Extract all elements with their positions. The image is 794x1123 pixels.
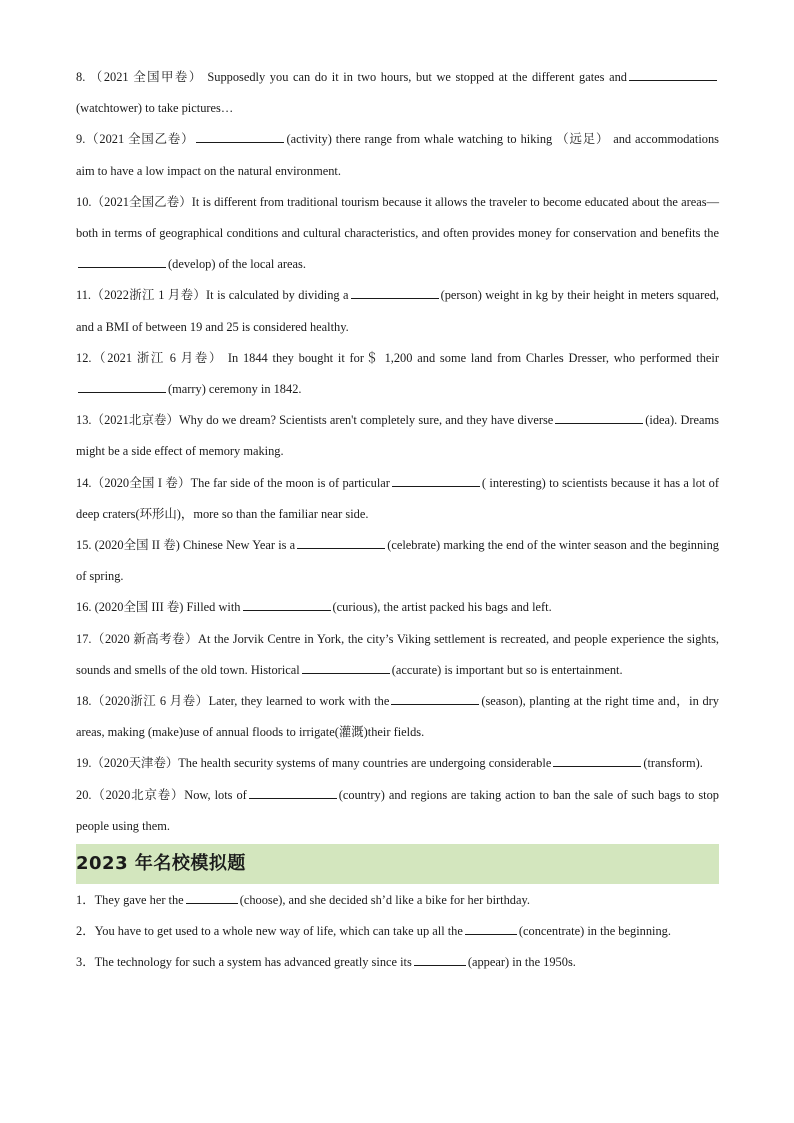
question-hint: (appear) in the 1950s. [467,955,576,970]
question-item [76,624,719,686]
question-text: 16. (2020全国 III 卷) Filled with [76,600,241,615]
question-hint: (transform). [643,756,703,771]
mock-question-list [76,885,719,979]
question-text: 13.（2021北京卷）Why do we dream? Scientists aren't completely sure, and they have diverse [76,413,554,428]
question-item [76,62,719,124]
question-text: 20.（2020北京卷）Now, lots of [76,787,247,802]
answer-blank[interactable] [465,922,517,935]
question-text: 15. (2020全国 II 卷) Chinese New Year is a [76,538,296,553]
question-hint: (concentrate) in the beginning. [518,924,671,939]
question-item [76,187,719,281]
section-title: 2023 年名校模拟题 [76,853,246,875]
answer-blank[interactable] [78,380,166,393]
question-item [76,885,719,916]
question-text: 10.（2021全国乙卷）It is different from traditional tourism because it allows the traveler to become educated about the areas—both in terms of geographical conditions and cultural characteristics, and often provides money for conservation and benefits the [76,194,719,241]
answer-blank[interactable] [243,598,331,611]
section-heading [76,844,719,884]
question-hint: (activity) there range from whale watching to hiking （远足） and accommodations aim to have a low impact on the natural environment. [76,132,719,178]
question-hint: (marry) ceremony in 1842. [168,382,302,397]
question-hint: ( interesting) to scientists because it has a lot of deep craters(环形山)，more so than the familiar near side. [76,475,719,521]
question-hint: (celebrate) marking the end of the winter season and the beginning of spring. [76,538,720,584]
question-hint: (idea). Dreams might be a side effect of memory making. [76,413,720,459]
question-item [76,947,719,978]
question-list [76,62,719,842]
answer-blank[interactable] [392,474,480,487]
document-page [76,62,719,979]
question-item [76,405,719,467]
question-item [76,468,719,530]
question-item [76,686,719,748]
answer-blank[interactable] [414,953,466,966]
question-hint: (person) weight in kg by their height in meters squared, and a BMI of between 19 and 25 is considered healthy. [76,288,720,334]
answer-blank[interactable] [351,286,439,299]
question-hint: (curious), the artist packed his bags and left. [332,600,552,615]
answer-blank[interactable] [302,661,390,674]
question-item [76,280,719,342]
question-text: 11.（2022浙江 1 月卷）It is calculated by dividing a [76,288,349,303]
question-item [76,124,719,186]
answer-blank[interactable] [297,536,385,549]
answer-blank[interactable] [629,68,717,81]
question-item [76,748,719,779]
answer-blank[interactable] [553,754,641,767]
question-text: 3．The technology for such a system has advanced greatly since its [76,955,412,970]
question-item [76,343,719,405]
question-text: 2．You have to get used to a whole new way of life, which can take up all the [76,924,463,939]
answer-blank[interactable] [555,411,643,424]
question-item [76,530,719,592]
question-hint: (watchtower) to take pictures… [76,101,234,116]
question-hint: (develop) of the local areas. [168,257,306,272]
question-item [76,916,719,947]
question-text: 12.（2021 浙江 6 月卷） In 1844 they bought it for＄ 1,200 and some land from Charles Dresser, who performed their [76,350,719,365]
question-text: 19.（2020天津卷）The health security systems of many countries are undergoing considerable [76,756,552,771]
answer-blank[interactable] [391,692,479,705]
question-hint: (accurate) is important but so is entertainment. [391,662,623,677]
question-item [76,592,719,623]
question-text: 17.（2020 新高考卷）At the Jorvik Centre in York, the city’s Viking settlement is recreated, and people experience the sights, sounds and smells of the old town. Historical [76,631,719,677]
question-text: 1．They gave her the [76,893,184,908]
answer-blank[interactable] [186,891,238,904]
question-hint: (season), planting at the right time and，in dry areas, making (make)use of annual floods to irrigate(灌溉)their fields. [76,694,719,740]
question-text: 8. （2021 全国甲卷） Supposedly you can do it in two hours, but we stopped at the different gates and [76,70,627,84]
question-text: 18.（2020浙江 6 月卷）Later, they learned to work with the [76,694,390,709]
question-text: 9.（2021 全国乙卷） [76,132,195,147]
question-hint: (choose), and she decided sh’d like a bike for her birthday. [239,893,530,908]
answer-blank[interactable] [78,255,166,268]
question-text: 14.（2020全国 I 卷）The far side of the moon is of particular [76,475,390,490]
question-hint: (country) and regions are taking action to ban the sale of such bags to stop people using them. [76,787,719,833]
question-item [76,780,719,842]
answer-blank[interactable] [249,786,337,799]
answer-blank[interactable] [196,130,284,143]
